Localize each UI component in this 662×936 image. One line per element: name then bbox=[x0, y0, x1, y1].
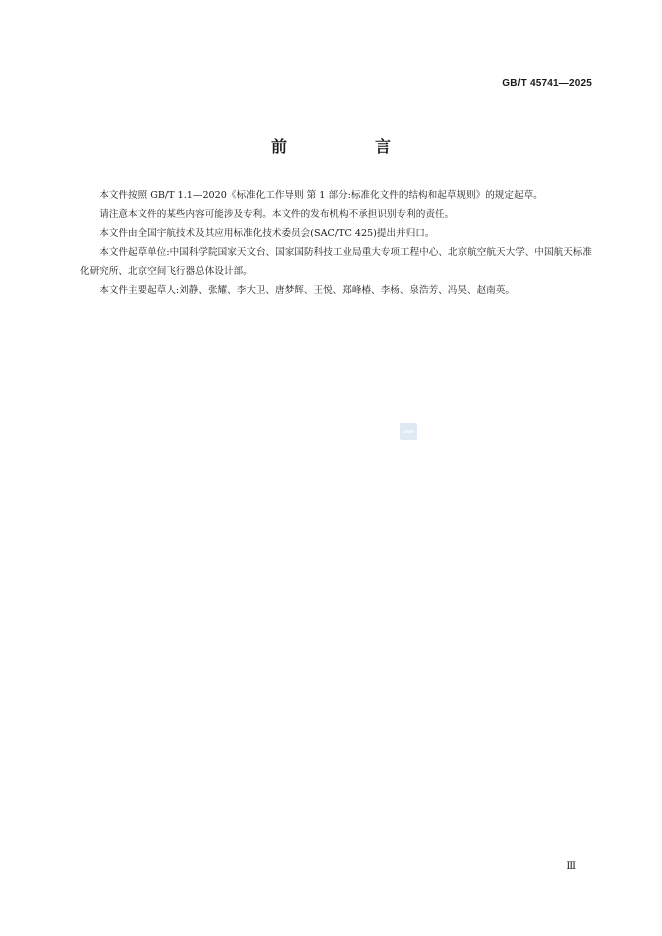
foreword-body bbox=[80, 186, 592, 300]
paragraph-drafting-units: 本文件起草单位:中国科学院国家天文台、国家国防科技工业局重大专项工程中心、北京航空航天大学、中国航天标准化研究所、北京空间飞行器总体设计部。 bbox=[80, 247, 592, 277]
paragraph-drafting-rules: 本文件按照 GB/T 1.1—2020《标准化工作导则 第 1 部分:标准化文件的结构和起草规则》的规定起草。 bbox=[99, 190, 543, 201]
standard-code-header: GB/T 45741—2025 bbox=[502, 78, 592, 89]
page-title: 前 言 bbox=[270, 137, 427, 156]
paragraph-patent-notice: 请注意本文件的某些内容可能涉及专利。本文件的发布机构不承担识别专利的责任。 bbox=[99, 209, 455, 220]
page-number: Ⅲ bbox=[566, 861, 576, 872]
paragraph-proposer: 本文件由全国宇航技术及其应用标准化技术委员会(SAC/TC 425)提出并归口。 bbox=[99, 228, 435, 239]
paragraph-drafters: 本文件主要起草人:刘静、张耀、李大卫、唐梦辉、王悦、郑峰椿、李杨、泉浩芳、冯昊、赵南英。 bbox=[99, 285, 515, 296]
watermark-logo bbox=[400, 423, 417, 440]
